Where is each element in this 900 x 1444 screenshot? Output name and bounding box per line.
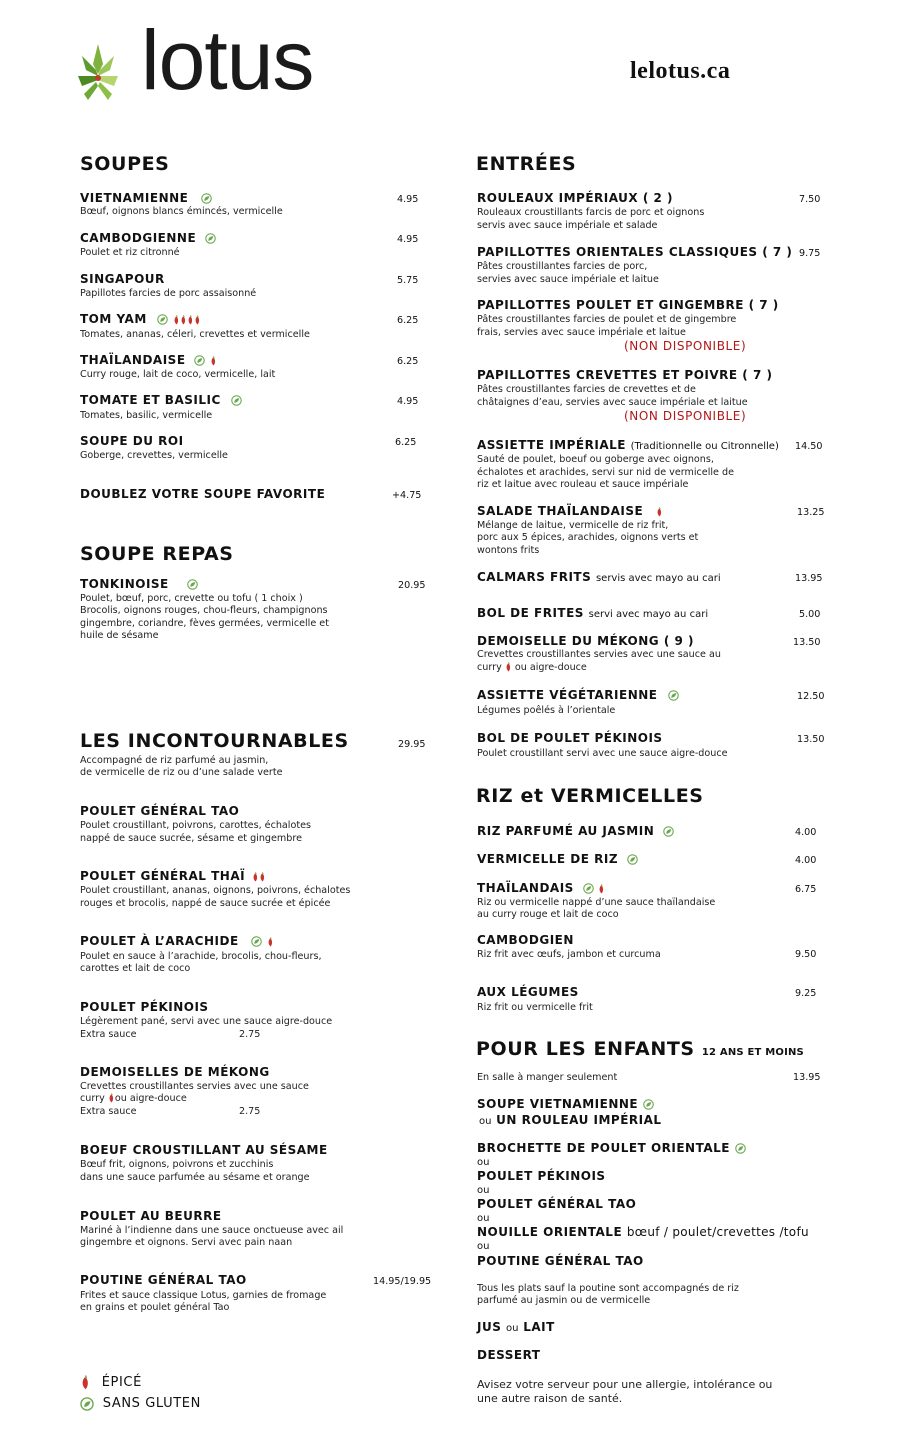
- menu-item-price: 4.95: [397, 234, 419, 245]
- spicy-icon: [180, 315, 187, 325]
- menu-item-desc-line: huile de sésame: [80, 630, 159, 641]
- menu-item-desc-line: riz et laitue avec rouleau et sauce impériale: [477, 479, 689, 490]
- spicy-icon: [252, 872, 259, 882]
- menu-item-name: ROULEAUX IMPÉRIAUX ( 2 ): [477, 191, 673, 205]
- or-separator: ou: [477, 1241, 490, 1252]
- menu-item-name: THAÏLANDAIS: [477, 881, 605, 895]
- spicy-icon: [187, 315, 194, 325]
- menu-item-note: (Traditionnelle ou Citronnelle): [630, 441, 779, 452]
- menu-item-price: 6.25: [397, 356, 419, 367]
- gluten-free-icon: [205, 233, 216, 244]
- menu-item-desc-line: servis avec sauce impériale et salade: [477, 220, 658, 231]
- menu-item-desc-line: Pâtes croustillantes farcies de crevettes et de: [477, 384, 696, 395]
- menu-item-desc-line: Poulet en sauce à l’arachide, brocolis, chou-fleurs,: [80, 951, 322, 962]
- menu-item-name: SOUPE DU ROI: [80, 434, 184, 448]
- menu-item-desc-line: Poulet, bœuf, porc, crevette ou tofu ( 1 choix ): [80, 593, 303, 604]
- menu-item-desc-line: Riz ou vermicelle nappé d’une sauce thaïlandaise: [477, 897, 716, 908]
- menu-item-price: 4.95: [397, 194, 419, 205]
- menu-item-price: 12.50: [797, 691, 825, 702]
- allergy-note-line: Avisez votre serveur pour une allergie, intolérance ou: [477, 1378, 773, 1391]
- menu-item-price: 9.50: [795, 949, 817, 960]
- menu-item-desc-line: Brocolis, oignons rouges, chou-fleurs, champignons: [80, 605, 328, 616]
- menu-item-name: POULET GÉNÉRAL THAÏ: [80, 869, 266, 883]
- menu-item-desc: Tomates, basilic, vermicelle: [80, 410, 213, 421]
- gluten-free-icon: [231, 395, 242, 406]
- menu-item-desc-line: servies avec sauce impériale et laitue: [477, 274, 659, 285]
- menu-item-price: 5.75: [397, 275, 419, 286]
- menu-item-name: SOUPE VIETNAMIENNE: [477, 1097, 654, 1111]
- menu-item-desc: Tomates, ananas, céleri, crevettes et vermicelle: [80, 329, 310, 340]
- menu-item-price: 13.25: [797, 507, 825, 518]
- menu-item-price: 6.25: [397, 315, 419, 326]
- menu-item-name: POULET À L’ARACHIDE: [80, 934, 274, 948]
- double-soup-label: DOUBLEZ VOTRE SOUPE FAVORITE: [80, 487, 326, 501]
- section-subtitle: 12 ANS ET MOINS: [701, 1047, 804, 1058]
- menu-item-name: POULET GÉNÉRAL TAO: [477, 1197, 637, 1211]
- menu-item-desc-line: Bœuf frit, oignons, poivrons et zucchinis: [80, 1159, 274, 1170]
- menu-item-name: CAMBODGIEN: [477, 933, 574, 947]
- spicy-icon: [598, 884, 605, 894]
- menu-item-price: 13.95: [795, 573, 823, 584]
- menu-item-desc-line: Mélange de laitue, vermicelle de riz frit,: [477, 520, 669, 531]
- menu-item-desc-line: Frites et sauce classique Lotus, garnies de fromage: [80, 1290, 327, 1301]
- spicy-icon: [210, 356, 217, 366]
- gluten-free-icon: [201, 193, 212, 204]
- menu-item-price: 7.50: [799, 194, 821, 205]
- legend-spicy: ÉPICÉ: [80, 1375, 142, 1390]
- menu-item-name: SALADE THAÏLANDAISE: [477, 504, 663, 518]
- gluten-free-icon: [663, 826, 674, 837]
- section-title-soupes: SOUPES: [80, 153, 170, 175]
- gluten-free-icon: [80, 1397, 94, 1411]
- or-separator: ou: [477, 1185, 490, 1196]
- extra-sauce-price: 2.75: [239, 1106, 261, 1117]
- section-title-enfants: POUR LES ENFANTS 12 ANS ET MOINS: [476, 1038, 804, 1060]
- gluten-free-icon: [735, 1143, 746, 1154]
- menu-item-price: 4.95: [397, 396, 419, 407]
- menu-item-name: TOMATE ET BASILIC: [80, 393, 242, 407]
- menu-item-price: 14.50: [795, 441, 823, 452]
- brand-name: lotus: [141, 13, 314, 107]
- menu-item-desc: Bœuf, oignons blancs émincés, vermicelle: [80, 206, 283, 217]
- menu-item-name: RIZ PARFUMÉ AU JASMIN: [477, 824, 674, 838]
- menu-item-price: 20.95: [398, 580, 426, 591]
- menu-item-name: POUTINE GÉNÉRAL TAO: [477, 1254, 644, 1268]
- menu-item-price: 9.25: [795, 988, 817, 999]
- spicy-icon: [80, 1375, 91, 1390]
- menu-item-desc-line: Riz frit ou vermicelle frit: [477, 1002, 593, 1013]
- menu-item-desc: Goberge, crevettes, vermicelle: [80, 450, 228, 461]
- menu-item-name: POULET PÉKINOIS: [80, 1000, 209, 1014]
- menu-item-desc: Papillotes farcies de porc assaisonné: [80, 288, 257, 299]
- unavailable-badge: (NON DISPONIBLE): [624, 409, 747, 423]
- gluten-free-icon: [157, 314, 168, 325]
- gluten-free-icon: [251, 936, 262, 947]
- menu-item-name: TOM YAM: [80, 312, 201, 326]
- menu-item-name: PAPILLOTTES POULET ET GINGEMBRE ( 7 ): [477, 298, 779, 312]
- section-title-entrees: ENTRÉES: [476, 153, 577, 175]
- menu-item-name: POULET PÉKINOIS: [477, 1169, 606, 1183]
- menu-item-name: TONKINOISE: [80, 577, 198, 591]
- menu-item-name: DEMOISELLES DE MÉKONG: [80, 1065, 270, 1079]
- menu-item-desc-line: gingembre et oignons. Servi avec pain naan: [80, 1237, 293, 1248]
- menu-item-price: 13.50: [797, 734, 825, 745]
- extra-sauce-label: Extra sauce: [80, 1029, 137, 1040]
- menu-item-price: 6.25: [395, 437, 417, 448]
- menu-item-name: ASSIETTE VÉGÉTARIENNE: [477, 688, 679, 702]
- menu-item-name: NOUILLE ORIENTALE bœuf / poulet/crevettes /tofu: [477, 1225, 809, 1239]
- enfants-accomp-line: parfumé au jasmin ou de vermicelle: [477, 1295, 651, 1306]
- menu-item-desc-line: gingembre, coriandre, fèves germées, vermicelle et: [80, 618, 329, 629]
- or-separator: ou: [477, 1213, 490, 1224]
- menu-item-note: servis avec mayo au cari: [595, 573, 721, 584]
- section-title-riz-vermicelles: RIZ et VERMICELLES: [476, 785, 704, 807]
- spicy-icon: [656, 507, 663, 517]
- menu-item-desc: Curry rouge, lait de coco, vermicelle, lait: [80, 369, 276, 380]
- menu-item-desc-line: curry ou aigre-douce: [80, 1093, 187, 1104]
- allergy-note-line: une autre raison de santé.: [477, 1392, 623, 1405]
- enfants-note: En salle à manger seulement: [477, 1072, 618, 1083]
- menu-item-price: 13.50: [793, 637, 821, 648]
- or-separator: ou: [477, 1157, 490, 1168]
- menu-item-name: BROCHETTE DE POULET ORIENTALE: [477, 1141, 746, 1155]
- menu-item-name: BOL DE POULET PÉKINOIS: [477, 731, 663, 745]
- website-url[interactable]: lelotus.ca: [630, 58, 731, 84]
- menu-item-desc-line: Crevettes croustillantes servies avec une sauce au: [477, 649, 721, 660]
- menu-item-name: ASSIETTE IMPÉRIALE (Traditionnelle ou Citronnelle): [477, 438, 779, 452]
- unavailable-badge: (NON DISPONIBLE): [624, 339, 747, 353]
- menu-item-name: BOEUF CROUSTILLANT AU SÉSAME: [80, 1143, 328, 1157]
- gluten-free-icon: [627, 854, 638, 865]
- gluten-free-icon: [583, 883, 594, 894]
- menu-item-name: CAMBODGIENNE: [80, 231, 216, 245]
- menu-item-desc-line: curry ou aigre-douce: [477, 662, 587, 673]
- spicy-icon: [108, 1093, 115, 1103]
- menu-item-desc-line: Crevettes croustillantes servies avec une sauce: [80, 1081, 309, 1092]
- gluten-free-icon: [194, 355, 205, 366]
- menu-item-desc-line: dans une sauce parfumée au sésame et orange: [80, 1172, 310, 1183]
- spicy-icon: [267, 937, 274, 947]
- menu-item-desc-line: wontons frits: [477, 545, 540, 556]
- menu-item-desc-line: Pâtes croustillantes farcies de poulet et de gingembre: [477, 314, 737, 325]
- menu-item-desc-line: Légèrement pané, servi avec une sauce aigre-douce: [80, 1016, 333, 1027]
- menu-item-price: 4.00: [795, 827, 817, 838]
- dessert-option: DESSERT: [477, 1348, 541, 1362]
- menu-item-name: ou UN ROULEAU IMPÉRIAL: [479, 1113, 662, 1127]
- menu-item-desc-line: nappé de sauce sucrée, sésame et gingembre: [80, 833, 302, 844]
- enfants-price: 13.95: [793, 1072, 821, 1083]
- section-intro-line: de vermicelle de riz ou d’une salade verte: [80, 767, 283, 778]
- menu-item-name: VERMICELLE DE RIZ: [477, 852, 638, 866]
- extra-sauce-price: 2.75: [239, 1029, 261, 1040]
- menu-item-note: servi avec mayo au cari: [588, 609, 709, 620]
- menu-item-desc-line: en grains et poulet général Tao: [80, 1302, 230, 1313]
- menu-item-desc-line: Poulet croustillant, ananas, oignons, poivrons, échalotes: [80, 885, 351, 896]
- gluten-free-icon: [643, 1099, 654, 1110]
- menu-item-name: POUTINE GÉNÉRAL TAO: [80, 1273, 247, 1287]
- menu-item-note: bœuf / poulet/crevettes /tofu: [626, 1225, 809, 1239]
- spicy-icon: [259, 872, 266, 882]
- enfants-accomp-line: Tous les plats sauf la poutine sont accompagnés de riz: [477, 1283, 739, 1294]
- menu-item-name: POULET GÉNÉRAL TAO: [80, 804, 240, 818]
- gluten-free-icon: [668, 690, 679, 701]
- menu-item-price: 5.00: [799, 609, 821, 620]
- menu-item-price: 14.95/19.95: [373, 1276, 432, 1287]
- spicy-icon: [505, 662, 512, 672]
- menu-item-price: 6.75: [795, 884, 817, 895]
- section-title-incontournables: LES INCONTOURNABLES: [80, 730, 349, 752]
- drink-option: JUS ou LAIT: [477, 1320, 555, 1334]
- menu-item-desc-line: Sauté de poulet, boeuf ou goberge avec oignons,: [477, 454, 714, 465]
- legend-gluten-free: SANS GLUTEN: [80, 1396, 201, 1411]
- lotus-logo-icon: [78, 42, 118, 106]
- menu-item-desc-line: carottes et lait de coco: [80, 963, 191, 974]
- menu-item-name: THAÏLANDAISE: [80, 353, 217, 367]
- menu-item-desc-line: Poulet croustillant, poivrons, carottes, échalotes: [80, 820, 312, 831]
- menu-item-desc-line: porc aux 5 épices, arachides, oignons verts et: [477, 532, 699, 543]
- spicy-icon: [173, 315, 180, 325]
- menu-item-desc-line: Rouleaux croustillants farcis de porc et oignons: [477, 207, 705, 218]
- menu-item-name: PAPILLOTTES ORIENTALES CLASSIQUES ( 7 ): [477, 245, 793, 259]
- menu-item-desc-line: Poulet croustillant servi avec une sauce aigre-douce: [477, 748, 728, 759]
- double-soup-price: +4.75: [392, 490, 422, 501]
- menu-item-price: 9.75: [799, 248, 821, 259]
- menu-item-desc: Poulet et riz citronné: [80, 247, 180, 258]
- menu-item-name: AUX LÉGUMES: [477, 985, 579, 999]
- menu-item-desc-line: frais, servies avec sauce impériale et laitue: [477, 327, 686, 338]
- section-intro-line: Accompagné de riz parfumé au jasmin,: [80, 755, 269, 766]
- spicy-icon: [194, 315, 201, 325]
- menu-item-desc-line: Mariné à l’indienne dans une sauce onctueuse avec ail: [80, 1225, 344, 1236]
- menu-item-name: PAPILLOTTES CREVETTES ET POIVRE ( 7 ): [477, 368, 773, 382]
- menu-item-desc-line: rouges et brocolis, nappé de sauce sucrée et épicée: [80, 898, 331, 909]
- menu-item-price: 4.00: [795, 855, 817, 866]
- menu-item-name: POULET AU BEURRE: [80, 1209, 222, 1223]
- extra-sauce-label: Extra sauce: [80, 1106, 137, 1117]
- section-title-soupe-repas: SOUPE REPAS: [80, 543, 234, 565]
- menu-item-desc-line: Riz frit avec œufs, jambon et curcuma: [477, 949, 661, 960]
- menu-item-name: BOL DE FRITES servi avec mayo au cari: [477, 606, 709, 620]
- section-price: 29.95: [398, 739, 426, 750]
- menu-item-name: DEMOISELLE DU MÉKONG ( 9 ): [477, 634, 694, 648]
- menu-item-desc-line: échalotes et arachides, servi sur nid de vermicelle de: [477, 467, 734, 478]
- menu-item-desc-line: Légumes poêlés à l’orientale: [477, 705, 616, 716]
- menu-item-desc-line: châtaignes d’eau, servies avec sauce impériale et laitue: [477, 397, 748, 408]
- gluten-free-icon: [187, 579, 198, 590]
- menu-item-desc-line: au curry rouge et lait de coco: [477, 909, 619, 920]
- menu-item-name: VIETNAMIENNE: [80, 191, 212, 205]
- menu-item-desc-line: Pâtes croustillantes farcies de porc,: [477, 261, 648, 272]
- menu-item-name: CALMARS FRITS servis avec mayo au cari: [477, 570, 721, 584]
- menu-item-name: SINGAPOUR: [80, 272, 165, 286]
